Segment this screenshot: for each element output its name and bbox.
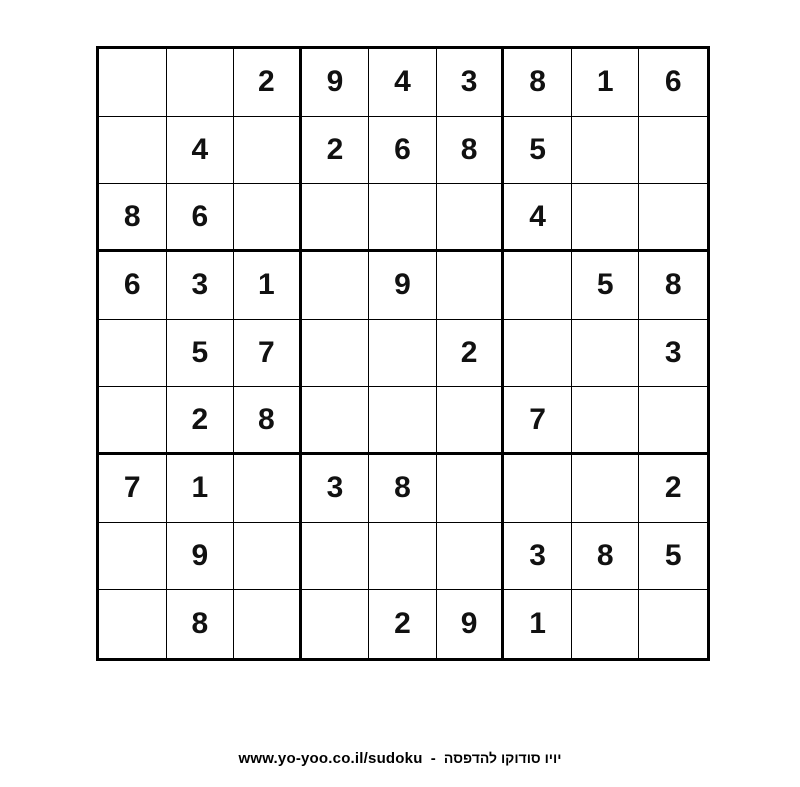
- sudoku-cell[interactable]: 2: [369, 590, 437, 658]
- sudoku-cell[interactable]: 4: [369, 49, 437, 117]
- footer-hebrew-title: יויו סודוקו להדפסה: [443, 750, 562, 766]
- sudoku-cell[interactable]: [234, 184, 302, 252]
- sudoku-cell[interactable]: 3: [437, 49, 505, 117]
- sudoku-cell[interactable]: 8: [504, 49, 572, 117]
- footer-separator: -: [430, 750, 436, 767]
- sudoku-cell[interactable]: 2: [302, 117, 370, 185]
- sudoku-cell[interactable]: 1: [167, 455, 235, 523]
- sudoku-cell[interactable]: 7: [504, 387, 572, 455]
- sudoku-cell[interactable]: [639, 590, 707, 658]
- sudoku-cell[interactable]: 3: [167, 252, 235, 320]
- sudoku-cell[interactable]: 8: [234, 387, 302, 455]
- sudoku-cell[interactable]: 6: [99, 252, 167, 320]
- sudoku-cell[interactable]: [234, 455, 302, 523]
- sudoku-cell[interactable]: 1: [572, 49, 640, 117]
- sudoku-cell[interactable]: [302, 590, 370, 658]
- site-url[interactable]: www.yo-yoo.co.il/sudoku: [238, 750, 423, 767]
- sudoku-cell[interactable]: 3: [639, 320, 707, 388]
- footer-caption: [0, 750, 800, 767]
- sudoku-cell[interactable]: 6: [369, 117, 437, 185]
- sudoku-cell[interactable]: [234, 117, 302, 185]
- sudoku-cell[interactable]: [572, 184, 640, 252]
- sudoku-cell[interactable]: [437, 455, 505, 523]
- sudoku-cell[interactable]: 2: [437, 320, 505, 388]
- sudoku-cell[interactable]: [572, 117, 640, 185]
- sudoku-cell[interactable]: [99, 49, 167, 117]
- sudoku-cell[interactable]: 3: [302, 455, 370, 523]
- sudoku-cell[interactable]: [369, 387, 437, 455]
- sudoku-cell[interactable]: 9: [167, 523, 235, 591]
- sudoku-cell[interactable]: 4: [167, 117, 235, 185]
- sudoku-cell[interactable]: 8: [572, 523, 640, 591]
- sudoku-cell[interactable]: 9: [302, 49, 370, 117]
- sudoku-cell[interactable]: [302, 252, 370, 320]
- sudoku-cell[interactable]: 1: [504, 590, 572, 658]
- sudoku-cell[interactable]: 8: [639, 252, 707, 320]
- sudoku-cell[interactable]: 5: [639, 523, 707, 591]
- sudoku-cell[interactable]: [437, 252, 505, 320]
- sudoku-cell[interactable]: 1: [234, 252, 302, 320]
- sudoku-cell[interactable]: 8: [369, 455, 437, 523]
- sudoku-cell[interactable]: [437, 184, 505, 252]
- sudoku-cell[interactable]: [572, 387, 640, 455]
- sudoku-cell[interactable]: 9: [369, 252, 437, 320]
- sudoku-cell[interactable]: 2: [639, 455, 707, 523]
- sudoku-cell[interactable]: [234, 590, 302, 658]
- sudoku-cell[interactable]: [99, 117, 167, 185]
- sudoku-cell[interactable]: 6: [639, 49, 707, 117]
- sudoku-cell[interactable]: 6: [167, 184, 235, 252]
- sudoku-cell[interactable]: [369, 320, 437, 388]
- sudoku-cell[interactable]: [167, 49, 235, 117]
- sudoku-cell[interactable]: [437, 387, 505, 455]
- sudoku-cell[interactable]: [99, 320, 167, 388]
- sudoku-cell[interactable]: [99, 387, 167, 455]
- sudoku-cell[interactable]: [302, 320, 370, 388]
- sudoku-cell[interactable]: 7: [99, 455, 167, 523]
- sudoku-cell[interactable]: [437, 523, 505, 591]
- sudoku-cell[interactable]: 3: [504, 523, 572, 591]
- sudoku-cell[interactable]: 7: [234, 320, 302, 388]
- sudoku-cell[interactable]: [639, 184, 707, 252]
- sudoku-cell[interactable]: [302, 387, 370, 455]
- sudoku-cell[interactable]: [99, 523, 167, 591]
- sudoku-cell[interactable]: [572, 590, 640, 658]
- sudoku-cell[interactable]: [639, 387, 707, 455]
- sudoku-cell[interactable]: 5: [167, 320, 235, 388]
- sudoku-cell[interactable]: [504, 320, 572, 388]
- sudoku-cell[interactable]: [302, 523, 370, 591]
- sudoku-cell[interactable]: [369, 184, 437, 252]
- sudoku-cell[interactable]: [639, 117, 707, 185]
- sudoku-board: [96, 46, 710, 661]
- sudoku-cell[interactable]: [234, 523, 302, 591]
- sudoku-cell[interactable]: 5: [504, 117, 572, 185]
- sudoku-cell[interactable]: 5: [572, 252, 640, 320]
- sudoku-cell[interactable]: 8: [167, 590, 235, 658]
- sudoku-cell[interactable]: 2: [234, 49, 302, 117]
- sudoku-cell[interactable]: 2: [167, 387, 235, 455]
- sudoku-cell[interactable]: [572, 320, 640, 388]
- sudoku-cell[interactable]: 9: [437, 590, 505, 658]
- sudoku-cell[interactable]: [572, 455, 640, 523]
- sudoku-cell[interactable]: [369, 523, 437, 591]
- sudoku-cell[interactable]: 8: [437, 117, 505, 185]
- sudoku-cell[interactable]: [302, 184, 370, 252]
- sudoku-cell[interactable]: [99, 590, 167, 658]
- sudoku-cell[interactable]: 4: [504, 184, 572, 252]
- sudoku-cell[interactable]: [504, 252, 572, 320]
- sudoku-cell[interactable]: [504, 455, 572, 523]
- sudoku-cell[interactable]: 8: [99, 184, 167, 252]
